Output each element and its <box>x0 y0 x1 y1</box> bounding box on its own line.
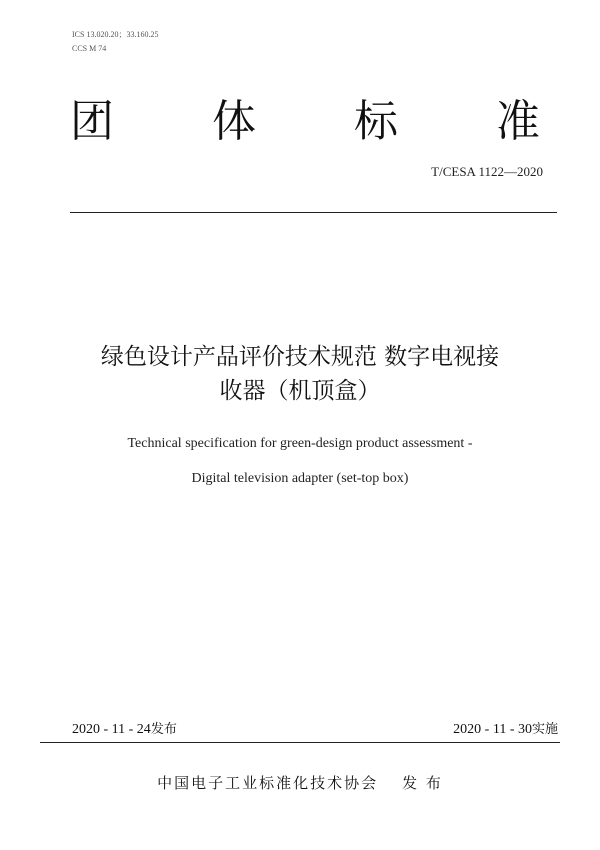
ccs-code: CCS M 74 <box>72 44 107 53</box>
release-date: 2020 - 11 - 24 <box>72 722 151 737</box>
release-date-block <box>72 718 177 738</box>
publisher-organization: 中国电子工业标准化技术协会 <box>157 774 379 792</box>
chinese-title-line-2: 收器（机顶盒） <box>219 378 381 404</box>
standard-type-title <box>70 92 540 152</box>
publisher-line <box>40 772 560 793</box>
title-char-3: 标 <box>354 96 398 147</box>
chinese-title-line-1: 绿色设计产品评价技术规范 数字电视接 <box>100 344 500 370</box>
title-char-2: 体 <box>212 96 256 147</box>
top-divider <box>70 212 557 213</box>
chinese-title <box>40 340 560 408</box>
standard-number: T/CESA 1122—2020 <box>431 164 543 179</box>
implement-date-block <box>453 718 558 738</box>
classification-codes <box>72 28 158 56</box>
ics-code: ICS 13.020.20；33.160.25 <box>72 30 159 39</box>
bottom-divider <box>40 742 560 743</box>
english-title-line-1: Technical specification for green-design product assessment - <box>127 436 473 451</box>
publish-label: 发 布 <box>402 774 443 792</box>
release-label: 发布 <box>150 722 177 737</box>
implement-date: 2020 - 11 - 30 <box>453 722 532 737</box>
implement-label: 实施 <box>531 722 558 737</box>
title-char-4: 准 <box>496 96 540 147</box>
title-char-1: 团 <box>70 96 114 147</box>
english-title-line-2: Digital television adapter (set-top box) <box>191 471 409 486</box>
